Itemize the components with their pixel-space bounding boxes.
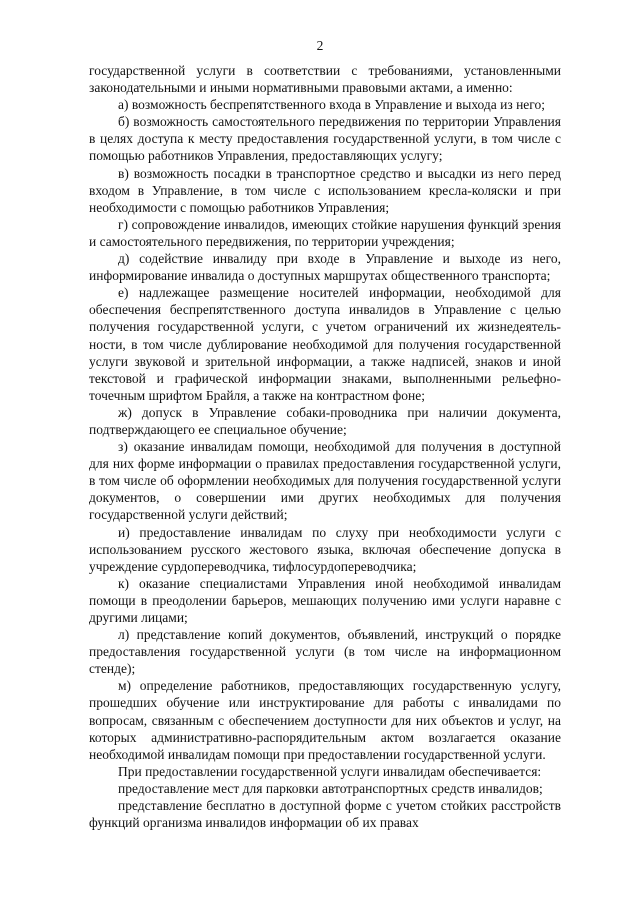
- list-item-g: г) сопровождение инвалидов, имеющих стойкие нарушения функций зрения и самостоятельного передвижения, по территории учреждения;: [89, 216, 561, 249]
- list-item-z: з) оказание инвалидам помощи, необходимой для получения в доступной для них форме информации о правилах предоставления государственной услуги, в том числе об оформлении необходимых для получения государственной услуги документов, о совершении ими других необходимых для получения государственной услуги действий;: [89, 439, 561, 523]
- list-item-d: д) содействие инвалиду при входе в Управление и выходе из него, информирование инвалида о доступных маршрутах общественного транспорта;: [89, 251, 561, 284]
- list-item-b: б) возможность самостоятельного передвижения по территории Управления в целях доступа к месту предоставления государственной услуги, в том числе с помощью работников Управления, предоставляющих услугу;: [89, 114, 561, 164]
- list-item-l: л) представление копий документов, объявлений, инструкций о порядке предоставления государственной услуги (в том числе на информационном стенде);: [89, 627, 561, 677]
- list-item-k: к) оказание специалистами Управления иной необходимой инвалидам помощи в преодолении барьеров, мешающих получению ими услуги наравне с другими лицами;: [89, 575, 561, 625]
- list-item-a: а) возможность беспрепятственного входа в Управление и выхода из него;: [118, 97, 545, 113]
- paragraph-intro: государственной услуги в соответствии с требованиями, установленными законодательными и иными нормативными правовыми актами, а именно:: [89, 63, 561, 96]
- list-item-i: и) предоставление инвалидам по слуху при необходимости услуги с использованием русского жестового языка, включая обеспечение допуска в учреждение сурдопереводчика, тифлосурдопереводчика;: [89, 524, 561, 574]
- paragraph-information-rights: представление бесплатно в доступной форме с учетом стойких расстройств функций организма инвалидов информации об их правах: [89, 798, 561, 831]
- page-number: 2: [316, 38, 324, 53]
- list-item-e: е) надлежащее размещение носителей информации, необходимой для обеспечения беспрепятственного доступа инвалидов в Управление с целью получения государственной услуги, с учетом ограничений их жизнедеятельности, в том числе дублирование необходимой для получения государственной услуги звуковой и зрительной информации, а также надписей, знаков и иной текстовой и графической информации знаками, выполненными рельефноточечным шрифтом Брайля, а также на контрастном фоне;: [89, 285, 561, 403]
- list-item-m: м) определение работников, предоставляющих государственную услугу, прошедших обучение или инструктирование для работы с инвалидами по вопросам, связанным с обеспечением доступности для них объектов и услуг, на которых административно-распорядительным актом возлагается оказание необходимой инвалидам помощи при предоставлении государственной услуги.: [89, 678, 561, 762]
- paragraph-parking: предоставление мест для парковки автотранспортных средств инвалидов;: [118, 780, 543, 796]
- document-body: [89, 62, 561, 831]
- list-item-zh: ж) допуск в Управление собаки-проводника при наличии документа, подтверждающего ее специальное обучение;: [89, 404, 561, 437]
- paragraph-provision-intro: При предоставлении государственной услуги инвалидам обеспечивается:: [118, 763, 542, 779]
- list-item-v: в) возможность посадки в транспортное средство и высадки из него перед входом в Управление, в том числе с использованием кресла-коляски и при необходимости с помощью работников Управления;: [89, 165, 561, 215]
